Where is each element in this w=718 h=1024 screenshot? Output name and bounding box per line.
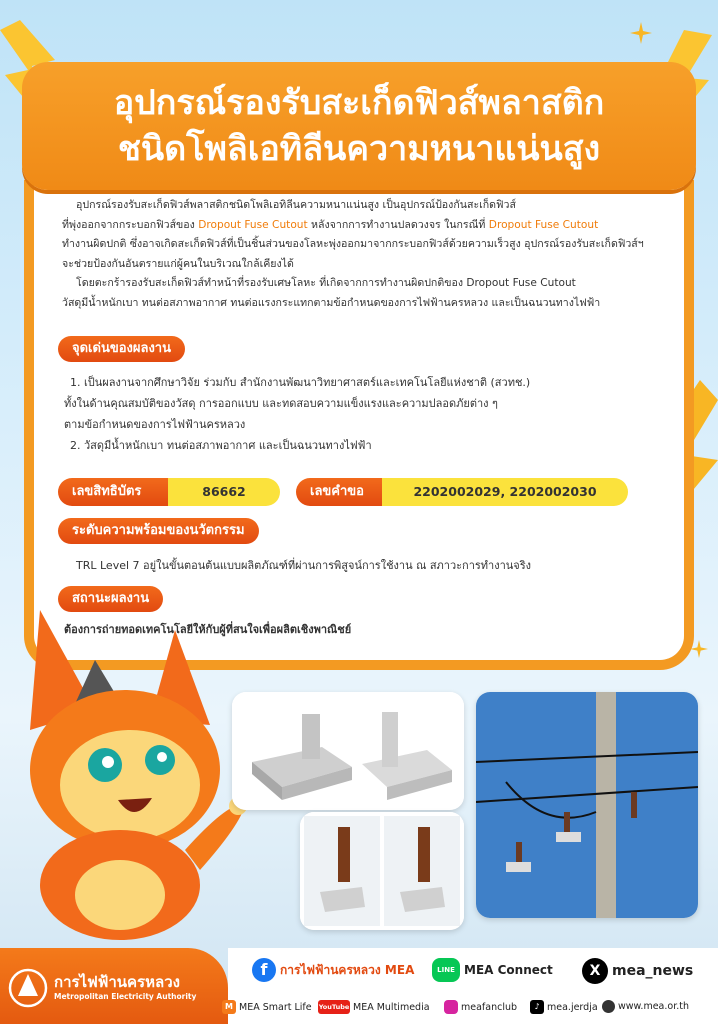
readiness-heading: ระดับความพร้อมของนวัตกรรม: [58, 518, 259, 544]
readiness-text: TRL Level 7 อยู่ในขั้นตอนต้นแบบผลิตภัณฑ์ที่ผ่านการพิสูจน์การใช้งาน ณ สภาวะการทำงานจริง: [76, 559, 532, 572]
youtube-icon: YouTube: [318, 1000, 350, 1014]
dropout-fuse-term: Dropout Fuse Cutout: [488, 218, 599, 231]
social-links: [225, 948, 718, 1024]
intro-line: จะช่วยป้องกันอันตรายแก่ผู้คนในบริเวณใกล้เคียงได้: [62, 257, 294, 270]
page-title-line2: ชนิดโพลิเอทิลีนความหนาแน่นสูง: [117, 130, 601, 168]
list-item: 2. วัสดุมีน้ำหนักเบา ทนต่อสภาพอากาศ และเป็นฉนวนทางไฟฟ้า: [70, 439, 372, 452]
globe-icon: [602, 1000, 615, 1013]
status-text: ต้องการถ่ายทอดเทคโนโลยีให้กับผู้ที่สนใจเพื่อผลิตเชิงพาณิชย์: [64, 623, 352, 636]
list-item: ทั้งในด้านคุณสมบัติของวัสดุ การออกแบบ และทดสอบความแข็งแรงและความปลอดภัยต่าง ๆ: [64, 397, 498, 410]
instagram-link[interactable]: meafanclub: [444, 1000, 517, 1014]
mascot-image: [0, 600, 250, 940]
highlights-heading: จุดเด่นของผลงาน: [58, 336, 185, 362]
website-link[interactable]: www.mea.or.th: [602, 1000, 689, 1013]
x-icon: X: [582, 958, 608, 984]
tiktok-link[interactable]: ♪ mea.jerdja: [530, 1000, 598, 1014]
smartlife-link[interactable]: M MEA Smart Life: [222, 1000, 312, 1014]
page-title-line1: อุปกรณ์รองรับสะเก็ดฟิวส์พลาสติก: [113, 84, 605, 122]
footer: [0, 948, 718, 1024]
patent-label: เลขสิทธิบัตร: [58, 478, 168, 506]
org-name: การไฟฟ้านครหลวง: [54, 973, 180, 991]
application-value: 2202002029, 2202002030: [382, 478, 628, 506]
intro-line: ทำงานผิดปกติ ซึ่งอาจเกิดสะเก็ดฟิวส์ที่เป็นชิ้นส่วนของโลหะพุ่งออกมาจากกระบอกฟิวส์ด้วยความเร็วสูง อุปกรณ์รองรับสะเก็ดฟิวส์ฯ: [62, 238, 644, 250]
facebook-link[interactable]: f การไฟฟ้านครหลวง MEA: [252, 958, 414, 982]
sparkle-icon: [630, 22, 652, 44]
list-item: ตามข้อกำหนดของการไฟฟ้านครหลวง: [64, 418, 246, 431]
application-label: เลขคำขอ: [296, 478, 382, 506]
highlights-list: [64, 372, 670, 456]
line-icon: LINE: [432, 958, 460, 982]
intro-line: ที่พุ่งออกจากกระบอกฟิวส์ของ Dropout Fuse Cutout หลังจากการทำงานปลดวงจร ในกรณีที่ Dropout Fuse Cutout: [62, 218, 599, 231]
intro-line: โดยตะกร้ารองรับสะเก็ดฟิวส์ทำหน้าที่รองรับเศษโลหะ ที่เกิดจากการทำงานผิดปกติของ Dropout Fuse Cutout: [76, 277, 576, 289]
intro-text: [62, 196, 676, 313]
intro-line: อุปกรณ์รองรับสะเก็ดฟิวส์พลาสติกชนิดโพลิเอทิลีนความหนาแน่นสูง เป็นอุปกรณ์ป้องกันสะเก็ดฟิวส์: [76, 199, 516, 211]
intro-line: วัสดุมีน้ำหนักเบา ทนต่อสภาพอากาศ ทนต่อแรงกระแทกตามข้อกำหนดของการไฟฟ้านครหลวง และเป็นฉนวนทางไฟฟ้า: [62, 296, 601, 309]
patent-value: 86662: [168, 478, 280, 506]
tiktok-icon: ♪: [530, 1000, 544, 1014]
product-render-image: [232, 692, 464, 810]
cutout-photos-image: [300, 812, 464, 930]
facebook-icon: f: [252, 958, 276, 982]
line-link[interactable]: LINE MEA Connect: [432, 958, 553, 982]
x-link[interactable]: X mea_news: [582, 958, 693, 984]
pole-photo-image: [476, 692, 698, 918]
list-item: 1. เป็นผลงานจากศึกษาวิจัย ร่วมกับ สำนักงานพัฒนาวิทยาศาสตร์และเทคโนโลยีแห่งชาติ (สวทช.): [70, 376, 531, 389]
status-heading: สถานะผลงาน: [58, 586, 163, 612]
org-name-en: Metropolitan Electricity Authority: [54, 992, 197, 1001]
mea-logo-icon: [8, 968, 48, 1008]
title-banner: [22, 62, 696, 190]
org-logo-block: [0, 948, 228, 1024]
dropout-fuse-term: Dropout Fuse Cutout: [198, 218, 308, 231]
smartlife-icon: M: [222, 1000, 236, 1014]
youtube-link[interactable]: YouTube MEA Multimedia: [318, 1001, 430, 1013]
instagram-icon: [444, 1000, 458, 1014]
